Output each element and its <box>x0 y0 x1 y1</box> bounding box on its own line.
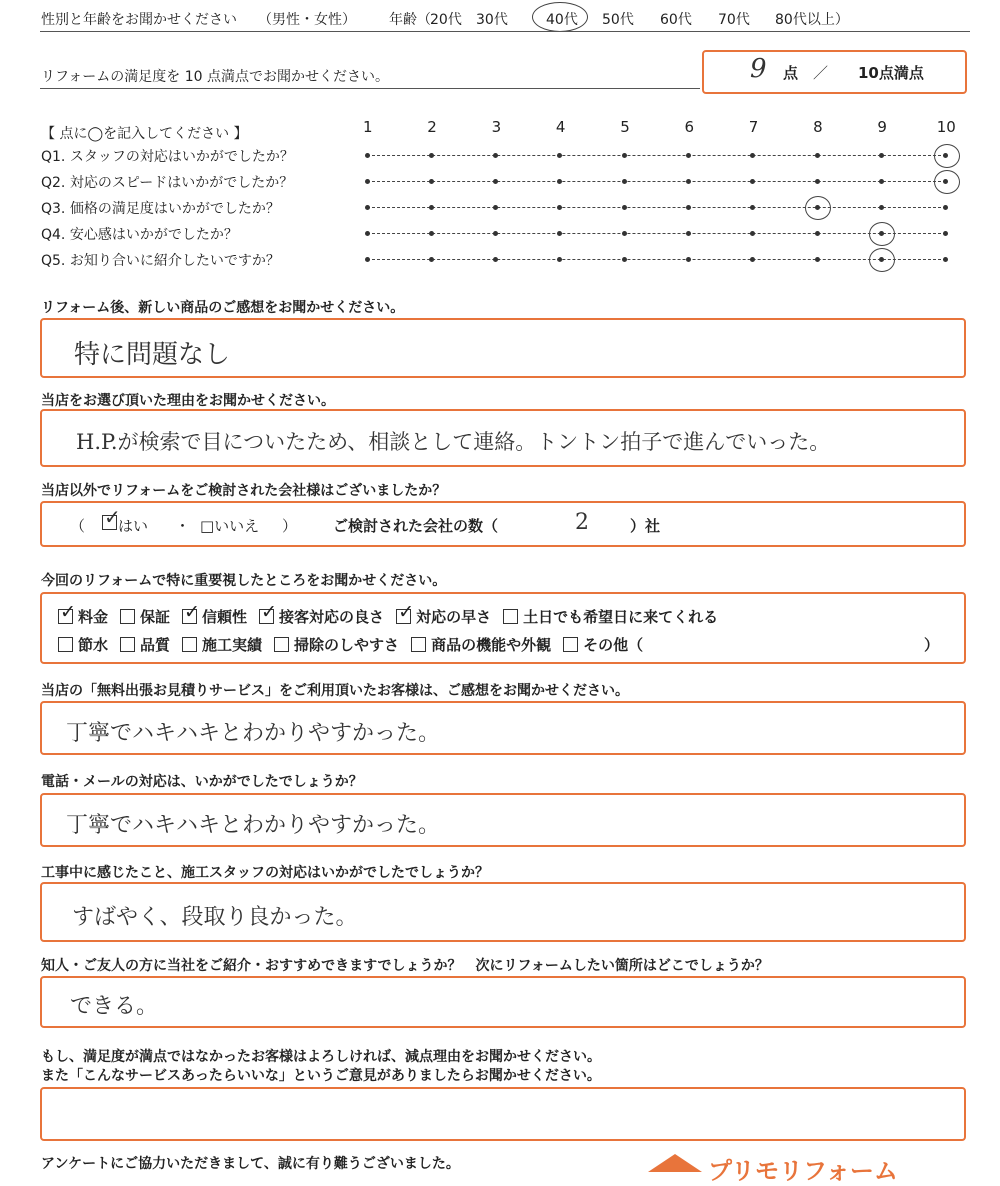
thanks-text: アンケートにご協力いただきまして、誠に有り難うございました。 <box>41 1156 460 1172</box>
rating-selected-circle <box>869 248 895 272</box>
priority-option[interactable] <box>396 601 492 627</box>
rating-dot[interactable] <box>879 205 884 210</box>
yes-label: はい <box>118 517 149 535</box>
house-logo-icon <box>640 1150 710 1180</box>
age-option-40: 40代 <box>546 12 578 28</box>
rating-instruction: 【 点に◯を記入してください 】 <box>41 126 248 142</box>
rating-dot[interactable] <box>493 257 498 262</box>
priority-checkbox[interactable] <box>182 637 197 652</box>
rating-track-line <box>367 259 946 260</box>
rating-dot[interactable] <box>686 179 691 184</box>
reason-prompt: 当店をお選び頂いた理由をお聞かせください。 <box>41 393 335 409</box>
rating-scale-label: 2 <box>427 118 437 136</box>
rating-scale-label: 10 <box>936 118 956 136</box>
rating-dot[interactable] <box>493 179 498 184</box>
priority-option[interactable] <box>120 634 170 655</box>
contact-answer: 丁寧でハキハキとわかりやすかった。 <box>66 813 441 838</box>
priority-checkbox[interactable] <box>411 637 426 652</box>
rating-dot[interactable] <box>557 257 562 262</box>
priority-option[interactable] <box>259 601 385 627</box>
rating-scale-label: 3 <box>491 118 502 136</box>
logo-text: プリモリフォーム <box>708 1157 898 1185</box>
rating-scale-label: 6 <box>684 118 695 136</box>
priority-option[interactable] <box>120 606 170 627</box>
check-mark-icon: ✓ <box>60 601 76 623</box>
rating-track-line <box>367 155 946 156</box>
rating-dot[interactable] <box>686 153 691 158</box>
priority-option[interactable] <box>58 634 108 655</box>
company-count-label: ご検討された会社の数（ <box>333 517 499 535</box>
priority-option[interactable] <box>411 634 551 655</box>
priority-option-label: 信頼性 <box>202 608 248 626</box>
company-count-suffix: ）社 <box>630 517 661 535</box>
priority-checkbox[interactable] <box>563 637 578 652</box>
rating-dot[interactable] <box>686 257 691 262</box>
priority-option[interactable] <box>182 601 248 627</box>
rating-selected-circle <box>934 144 960 168</box>
rating-dot[interactable] <box>815 179 820 184</box>
rating-dot[interactable] <box>429 257 434 262</box>
other-company-open: （ <box>70 517 86 535</box>
rating-dot[interactable] <box>557 231 562 236</box>
priority-checkbox[interactable] <box>182 601 200 624</box>
check-mark-icon: ✓ <box>184 601 200 623</box>
rating-dot[interactable] <box>815 231 820 236</box>
rating-dot[interactable] <box>815 257 820 262</box>
priority-option-label: 接客対応の良さ <box>279 608 385 626</box>
rating-dot[interactable] <box>879 153 884 158</box>
company-count: 2 <box>575 510 589 535</box>
construction-prompt: 工事中に感じたこと、施工スタッフの対応はいかがでしたでしょうか？ <box>41 865 489 881</box>
rating-question-label: Q2. 対応のスピードはいかがでしたか？ <box>41 175 294 191</box>
rating-question-label: Q5. お知り合いに紹介したいですか？ <box>41 253 280 269</box>
recommend-prompt: 知人・ご友人の方に当社をご紹介・おすすめできますでしょうか？ 次にリフォームしたい箇所はどこでしょうか？ <box>41 958 769 974</box>
rating-dot[interactable] <box>943 257 948 262</box>
priority-option-label: 商品の機能や外観 <box>431 636 552 654</box>
rating-dot[interactable] <box>429 205 434 210</box>
priority-checkbox[interactable] <box>503 609 518 624</box>
rating-scale-label: 8 <box>813 118 823 136</box>
rating-question-label: Q1. スタッフの対応はいかがでしたか？ <box>41 149 294 165</box>
rating-question-label: Q4. 安心感はいかがでしたか？ <box>41 227 238 243</box>
rating-dot[interactable] <box>622 205 627 210</box>
estimate-answer: 丁寧でハキハキとわかりやすかった。 <box>66 721 441 746</box>
priority-option[interactable] <box>58 601 109 627</box>
rating-selected-circle <box>934 170 960 194</box>
rating-track-line <box>367 207 946 208</box>
rating-dot[interactable] <box>365 257 370 262</box>
recommend-answer-box <box>40 976 966 1028</box>
rating-selected-circle <box>869 222 895 246</box>
other-company-sep: ・ <box>175 517 191 535</box>
rating-dot[interactable] <box>365 153 370 158</box>
rating-dot[interactable] <box>622 257 627 262</box>
rating-scale-label: 9 <box>877 118 887 136</box>
rating-grid <box>0 0 1000 300</box>
rating-question-label: Q3. 価格の満足度はいかがでしたか？ <box>41 201 280 217</box>
satisfaction-score: 9 <box>750 54 767 84</box>
priority-row-2 <box>58 634 643 655</box>
priority-option-label: 施工実績 <box>202 636 263 654</box>
rating-dot[interactable] <box>622 231 627 236</box>
priority-option-label: 保証 <box>140 608 171 626</box>
rating-dot[interactable] <box>365 179 370 184</box>
age-option-70: 70代 <box>718 12 750 28</box>
rating-track-line <box>367 233 946 234</box>
priority-option[interactable] <box>503 606 718 627</box>
rating-dot[interactable] <box>557 179 562 184</box>
rating-dot[interactable] <box>943 231 948 236</box>
rating-scale-label: 5 <box>620 118 630 136</box>
new-product-prompt: リフォーム後、新しい商品のご感想をお聞かせください。 <box>41 300 405 316</box>
priority-checkbox[interactable] <box>259 601 277 624</box>
deduction-prompt-2: また「こんなサービスあったらいいな」というご意見がありましたらお聞かせください。 <box>41 1068 601 1084</box>
no-label[interactable]: □いいえ <box>200 517 260 535</box>
age-label: 年齢（ <box>389 12 431 28</box>
contact-prompt: 電話・メールの対応は、いかがでしたでしょうか？ <box>41 774 363 790</box>
priority-checkbox[interactable] <box>58 601 76 624</box>
rating-dot[interactable] <box>686 205 691 210</box>
rating-dot[interactable] <box>622 153 627 158</box>
rating-dot[interactable] <box>365 205 370 210</box>
priority-checkbox[interactable] <box>120 637 135 652</box>
priority-checkbox[interactable] <box>396 601 414 624</box>
estimate-prompt: 当店の「無料出張お見積りサービス」をご利用頂いたお客様は、ご感想をお聞かせください。 <box>41 683 629 699</box>
rating-dot[interactable] <box>943 205 948 210</box>
check-mark-icon: ✓ <box>398 601 414 623</box>
priority-other-close: ） <box>924 636 940 654</box>
age-option-20: 20代 <box>430 12 462 28</box>
rating-dot[interactable] <box>429 231 434 236</box>
reason-answer: H.P.が検索で目についたため、相談として連絡。トントン拍子で進んでいった。 <box>76 430 831 454</box>
priority-option-label: その他（ <box>583 636 644 654</box>
satisfaction-max: 10点満点 <box>858 64 924 82</box>
priority-option-label: 料金 <box>78 608 109 626</box>
satisfaction-prompt: リフォームの満足度を 10 点満点でお聞かせください。 <box>41 69 390 85</box>
rating-dot[interactable] <box>365 231 370 236</box>
gender-options: （男性・女性） <box>258 12 356 28</box>
rating-dot[interactable] <box>493 205 498 210</box>
rating-dot[interactable] <box>750 179 755 184</box>
rating-dot[interactable] <box>750 231 755 236</box>
other-company-prompt: 当店以外でリフォームをご検討された会社様はございましたか？ <box>41 483 447 499</box>
priority-option-label: 土日でも希望日に来てくれる <box>523 608 719 626</box>
rating-dot[interactable] <box>493 231 498 236</box>
rating-dot[interactable] <box>815 153 820 158</box>
check-mark-icon: ✓ <box>261 601 277 623</box>
rating-dot[interactable] <box>686 231 691 236</box>
priority-checkbox[interactable] <box>120 609 135 624</box>
priority-option[interactable] <box>274 634 399 655</box>
gender-age-prompt: 性別と年齢をお聞かせください <box>41 12 237 28</box>
satisfaction-unit: 点 <box>783 64 799 82</box>
company-logo <box>640 1150 960 1185</box>
rating-scale-label: 1 <box>363 118 373 136</box>
recommend-answer: できる。 <box>70 994 159 1019</box>
rating-selected-circle <box>805 196 831 220</box>
rating-dot[interactable] <box>622 179 627 184</box>
rating-track-line <box>367 181 946 182</box>
rating-dot[interactable] <box>557 205 562 210</box>
rating-dot[interactable] <box>750 257 755 262</box>
priority-option-label: 対応の早さ <box>416 608 492 626</box>
yes-check-mark: ✓ <box>104 505 121 529</box>
priority-row-1 <box>58 601 719 627</box>
rating-dot[interactable] <box>429 179 434 184</box>
priority-option-label: 節水 <box>78 636 109 654</box>
priority-option[interactable] <box>563 634 643 655</box>
rating-dot[interactable] <box>557 153 562 158</box>
rating-dot[interactable] <box>750 205 755 210</box>
new-product-answer: 特に問題なし <box>74 340 231 370</box>
priority-option-label: 掃除のしやすさ <box>294 636 400 654</box>
rating-dot[interactable] <box>429 153 434 158</box>
rating-dot[interactable] <box>879 179 884 184</box>
rating-scale-label: 7 <box>748 118 759 136</box>
priority-checkbox[interactable] <box>274 637 289 652</box>
age-option-80: 80代以上） <box>775 12 849 28</box>
priority-prompt: 今回のリフォームで特に重要視したところをお聞かせください。 <box>41 573 447 589</box>
deduction-answer-box <box>40 1087 966 1141</box>
construction-answer: すばやく、段取り良かった。 <box>72 905 358 930</box>
age-option-60: 60代 <box>660 12 692 28</box>
priority-option[interactable] <box>182 634 262 655</box>
rating-dot[interactable] <box>493 153 498 158</box>
rating-dot[interactable] <box>750 153 755 158</box>
priority-option-label: 品質 <box>140 636 171 654</box>
rating-scale-label: 4 <box>555 118 566 136</box>
deduction-prompt-1: もし、満足度が満点ではなかったお客様はよろしければ、減点理由をお聞かせください。 <box>41 1049 601 1065</box>
satisfaction-slash: ／ <box>813 64 829 82</box>
other-company-close: ） <box>282 517 298 535</box>
age-option-30: 30代 <box>476 12 508 28</box>
age-option-50: 50代 <box>602 12 634 28</box>
priority-checkbox[interactable] <box>58 637 73 652</box>
